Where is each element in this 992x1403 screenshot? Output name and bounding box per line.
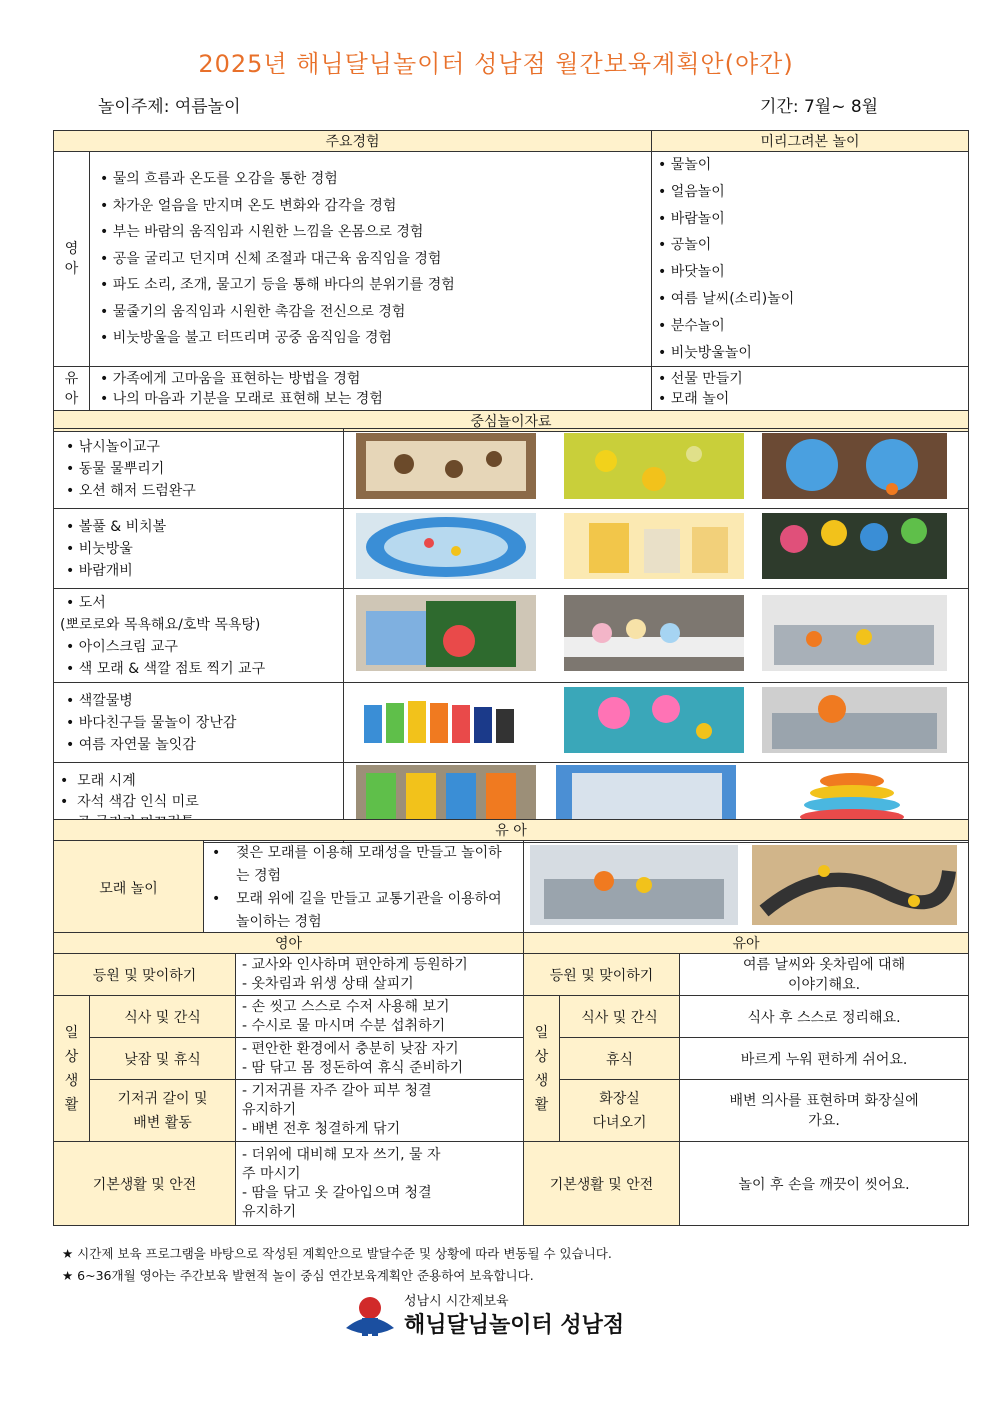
toddler-toilet-text: 배변 의사를 표현하며 화장실에 가요. <box>680 1080 969 1142</box>
list-item: • 모래 놀이 <box>658 389 968 409</box>
toddler-daily-label: 일 상 생 활 <box>524 996 560 1142</box>
material-group-1 <box>54 429 344 509</box>
infant-nap-text: - 편안한 환경에서 충분히 낮잠 자기 - 땀 닦고 몸 정돈하여 휴식 준비하기 <box>236 1038 524 1080</box>
toddler-label: 유 아 <box>54 367 90 411</box>
preview-play-header: 미리그려본 놀이 <box>652 131 969 152</box>
pinwheel-photo <box>762 513 947 579</box>
toddler-daily-header: 유아 <box>524 933 969 954</box>
list-item: • 부는 바람의 움직임과 시원한 느낌을 온몸으로 경험 <box>100 219 651 246</box>
list-item: • 여름 자연물 놀잇감 <box>66 736 196 753</box>
logo-icon <box>340 1294 400 1340</box>
list-item: • 바람놀이 <box>658 206 968 233</box>
play-theme: 놀이주제: 여름놀이 <box>98 97 241 117</box>
bubble-toy-photo <box>564 513 744 579</box>
list-item: • 공놀이 <box>658 232 968 259</box>
material-group-2 <box>54 509 344 589</box>
infant-nap-label: 낮잠 및 휴식 <box>90 1038 236 1080</box>
infant-diaper-text: - 기저귀를 자주 갈아 피부 청결 유지하기 - 배변 전후 청결하게 닦기 <box>236 1080 524 1142</box>
toddler-activity-list <box>204 841 524 936</box>
list-item: • 얼음놀이 <box>658 179 968 206</box>
list-item: • 색 모래 & 색깔 점토 찍기 교구 <box>66 660 266 677</box>
infant-arrival-text: - 교사와 인사하며 편안하게 등원하기 - 옷차림과 위생 상태 살피기 <box>236 954 524 996</box>
color-sand-photo <box>762 595 947 671</box>
infant-arrival-label: 등원 및 맞이하기 <box>54 954 236 996</box>
sea-friends-photo <box>564 687 744 753</box>
page-title: 2025년 해님달님놀이터 성남점 월간보육계획안(야간) <box>198 50 794 78</box>
toddler-safety-label: 기본생활 및 안전 <box>524 1142 680 1226</box>
infant-safety-label: 기본생활 및 안전 <box>54 1142 236 1226</box>
infant-safety-text: - 더위에 대비해 모자 쓰기, 물 자 주 마시기 - 땀을 닦고 옷 갈아입으며 청결 유지하기 <box>236 1142 524 1226</box>
footnotes <box>62 1243 612 1287</box>
toddler-rest-label: 휴식 <box>560 1038 680 1080</box>
toddler-preview-list <box>652 367 969 411</box>
list-item: • 물놀이 <box>658 152 968 179</box>
toddler-activity-label: 모래 놀이 <box>54 841 204 936</box>
material-photos-2 <box>344 509 969 589</box>
ocean-drum-photo <box>762 433 947 499</box>
footnote: ★ 6~36개월 영아는 주간보육 발현적 놀이 중심 연간보육계획안 준용하여 보육합니다. <box>62 1268 534 1283</box>
plan-table <box>53 130 969 432</box>
sand-play-photo-1 <box>530 845 738 925</box>
list-item: • 모래 위에 길을 만들고 교통기관을 이용하여 놀이하는 경험 <box>212 891 502 930</box>
materials-header: 중심놀이자료 <box>54 411 969 432</box>
ice-cream-toy-photo <box>564 595 744 671</box>
list-item: (뽀로로와 목욕해요/호박 목욕탕) <box>60 616 261 633</box>
list-item: • 도서 <box>66 594 106 611</box>
list-item: • 차가운 얼음을 만지며 온도 변화와 감각을 경험 <box>100 193 651 220</box>
road-sand-photo <box>752 845 957 925</box>
books-photo <box>356 595 536 671</box>
material-group-3 <box>54 589 344 683</box>
infant-label: 영 아 <box>54 152 90 367</box>
toddler-rest-text: 바르게 누워 편하게 쉬어요. <box>680 1038 969 1080</box>
infant-meal-label: 식사 및 간식 <box>90 996 236 1038</box>
toddler-toilet-label: 화장실 다녀오기 <box>560 1080 680 1142</box>
sand-play-photos <box>524 841 969 936</box>
list-item: • 젖은 모래를 이용해 모래성을 만들고 놀이하는 경험 <box>212 845 502 884</box>
list-item: • 비눗방울놀이 <box>658 340 968 367</box>
infant-daily-header: 영아 <box>54 933 524 954</box>
list-item: • 분수놀이 <box>658 313 968 340</box>
ball-slide-photo <box>800 773 904 825</box>
list-item: • 바람개비 <box>66 562 133 579</box>
list-item: • 비눗방울 <box>66 540 133 557</box>
list-item: • 동물 물뿌리기 <box>66 460 165 477</box>
toddler-arrival-label: 등원 및 맞이하기 <box>524 954 680 996</box>
logo-subtitle: 성남시 시간제보육 <box>404 1294 509 1309</box>
duck-water-photo <box>564 433 744 499</box>
list-item: • 여름 날씨(소리)놀이 <box>658 286 968 313</box>
color-bottles-photo <box>356 687 536 753</box>
list-item: • 가족에게 고마움을 표현하는 방법을 경험 <box>100 369 651 389</box>
toddler-meal-text: 식사 후 스스로 정리해요. <box>680 996 969 1038</box>
material-group-4 <box>54 683 344 763</box>
list-item: • 모래 시계 <box>60 773 136 789</box>
infant-diaper-label: 기저귀 갈이 및 배변 활동 <box>90 1080 236 1142</box>
toddler-header: 유 아 <box>54 820 969 841</box>
toddler-arrival-text: 여름 날씨와 옷차림에 대해 이야기해요. <box>680 954 969 996</box>
infant-daily-label: 일 상 생 활 <box>54 996 90 1142</box>
list-item: • 바닷놀이 <box>658 259 968 286</box>
ball-pool-photo <box>356 513 536 579</box>
toddler-experience-list <box>90 367 652 411</box>
infant-preview-list <box>652 152 969 367</box>
list-item: • 물의 흐름과 온도를 오감을 통한 경험 <box>100 166 651 193</box>
list-item: • 자석 색감 인식 미로 <box>60 794 199 810</box>
list-item: • 낚시놀이교구 <box>66 438 160 455</box>
material-photos-3 <box>344 589 969 683</box>
materials-table <box>53 428 969 843</box>
list-item: • 물줄기의 움직임과 시원한 촉감을 전신으로 경험 <box>100 299 651 326</box>
logo-name: 해님달님놀이터 성남점 <box>404 1313 625 1338</box>
toddler-table <box>53 819 969 936</box>
list-item: • 파도 소리, 조개, 물고기 등을 통해 바다의 분위기를 경험 <box>100 272 651 299</box>
daily-table <box>53 932 969 1226</box>
material-photos-4 <box>344 683 969 763</box>
list-item: • 비눗방울을 불고 터뜨리며 공중 움직임을 경험 <box>100 325 651 352</box>
infant-experience-list <box>90 152 652 367</box>
list-item: • 공을 굴리고 던지며 신체 조절과 대근육 움직임을 경험 <box>100 246 651 273</box>
nature-toys-photo <box>762 687 947 753</box>
list-item: • 바다친구들 물놀이 장난감 <box>66 714 237 731</box>
list-item: • 오션 해저 드럼완구 <box>66 482 196 499</box>
list-item: • 색깔물병 <box>66 692 133 709</box>
material-photos-1 <box>344 429 969 509</box>
list-item: • 선물 만들기 <box>658 369 968 389</box>
toddler-safety-text: 놀이 후 손을 깨끗이 씻어요. <box>680 1142 969 1226</box>
fishing-toy-photo <box>356 433 536 499</box>
list-item: • 나의 마음과 기분을 모래로 표현해 보는 경험 <box>100 389 651 409</box>
infant-meal-text: - 손 씻고 스스로 수저 사용해 보기 - 수시로 물 마시며 수분 섭취하기 <box>236 996 524 1038</box>
footnote: ★ 시간제 보육 프로그램을 바탕으로 작성된 계획안으로 발달수준 및 상황에 따라 변동될 수 있습니다. <box>62 1246 612 1261</box>
main-experience-header: 주요경험 <box>54 131 652 152</box>
toddler-meal-label: 식사 및 간식 <box>560 996 680 1038</box>
plan-period: 기간: 7월~ 8월 <box>760 97 879 117</box>
list-item: • 볼풀 & 비치볼 <box>66 518 167 535</box>
list-item: • 아이스크림 교구 <box>66 638 178 655</box>
